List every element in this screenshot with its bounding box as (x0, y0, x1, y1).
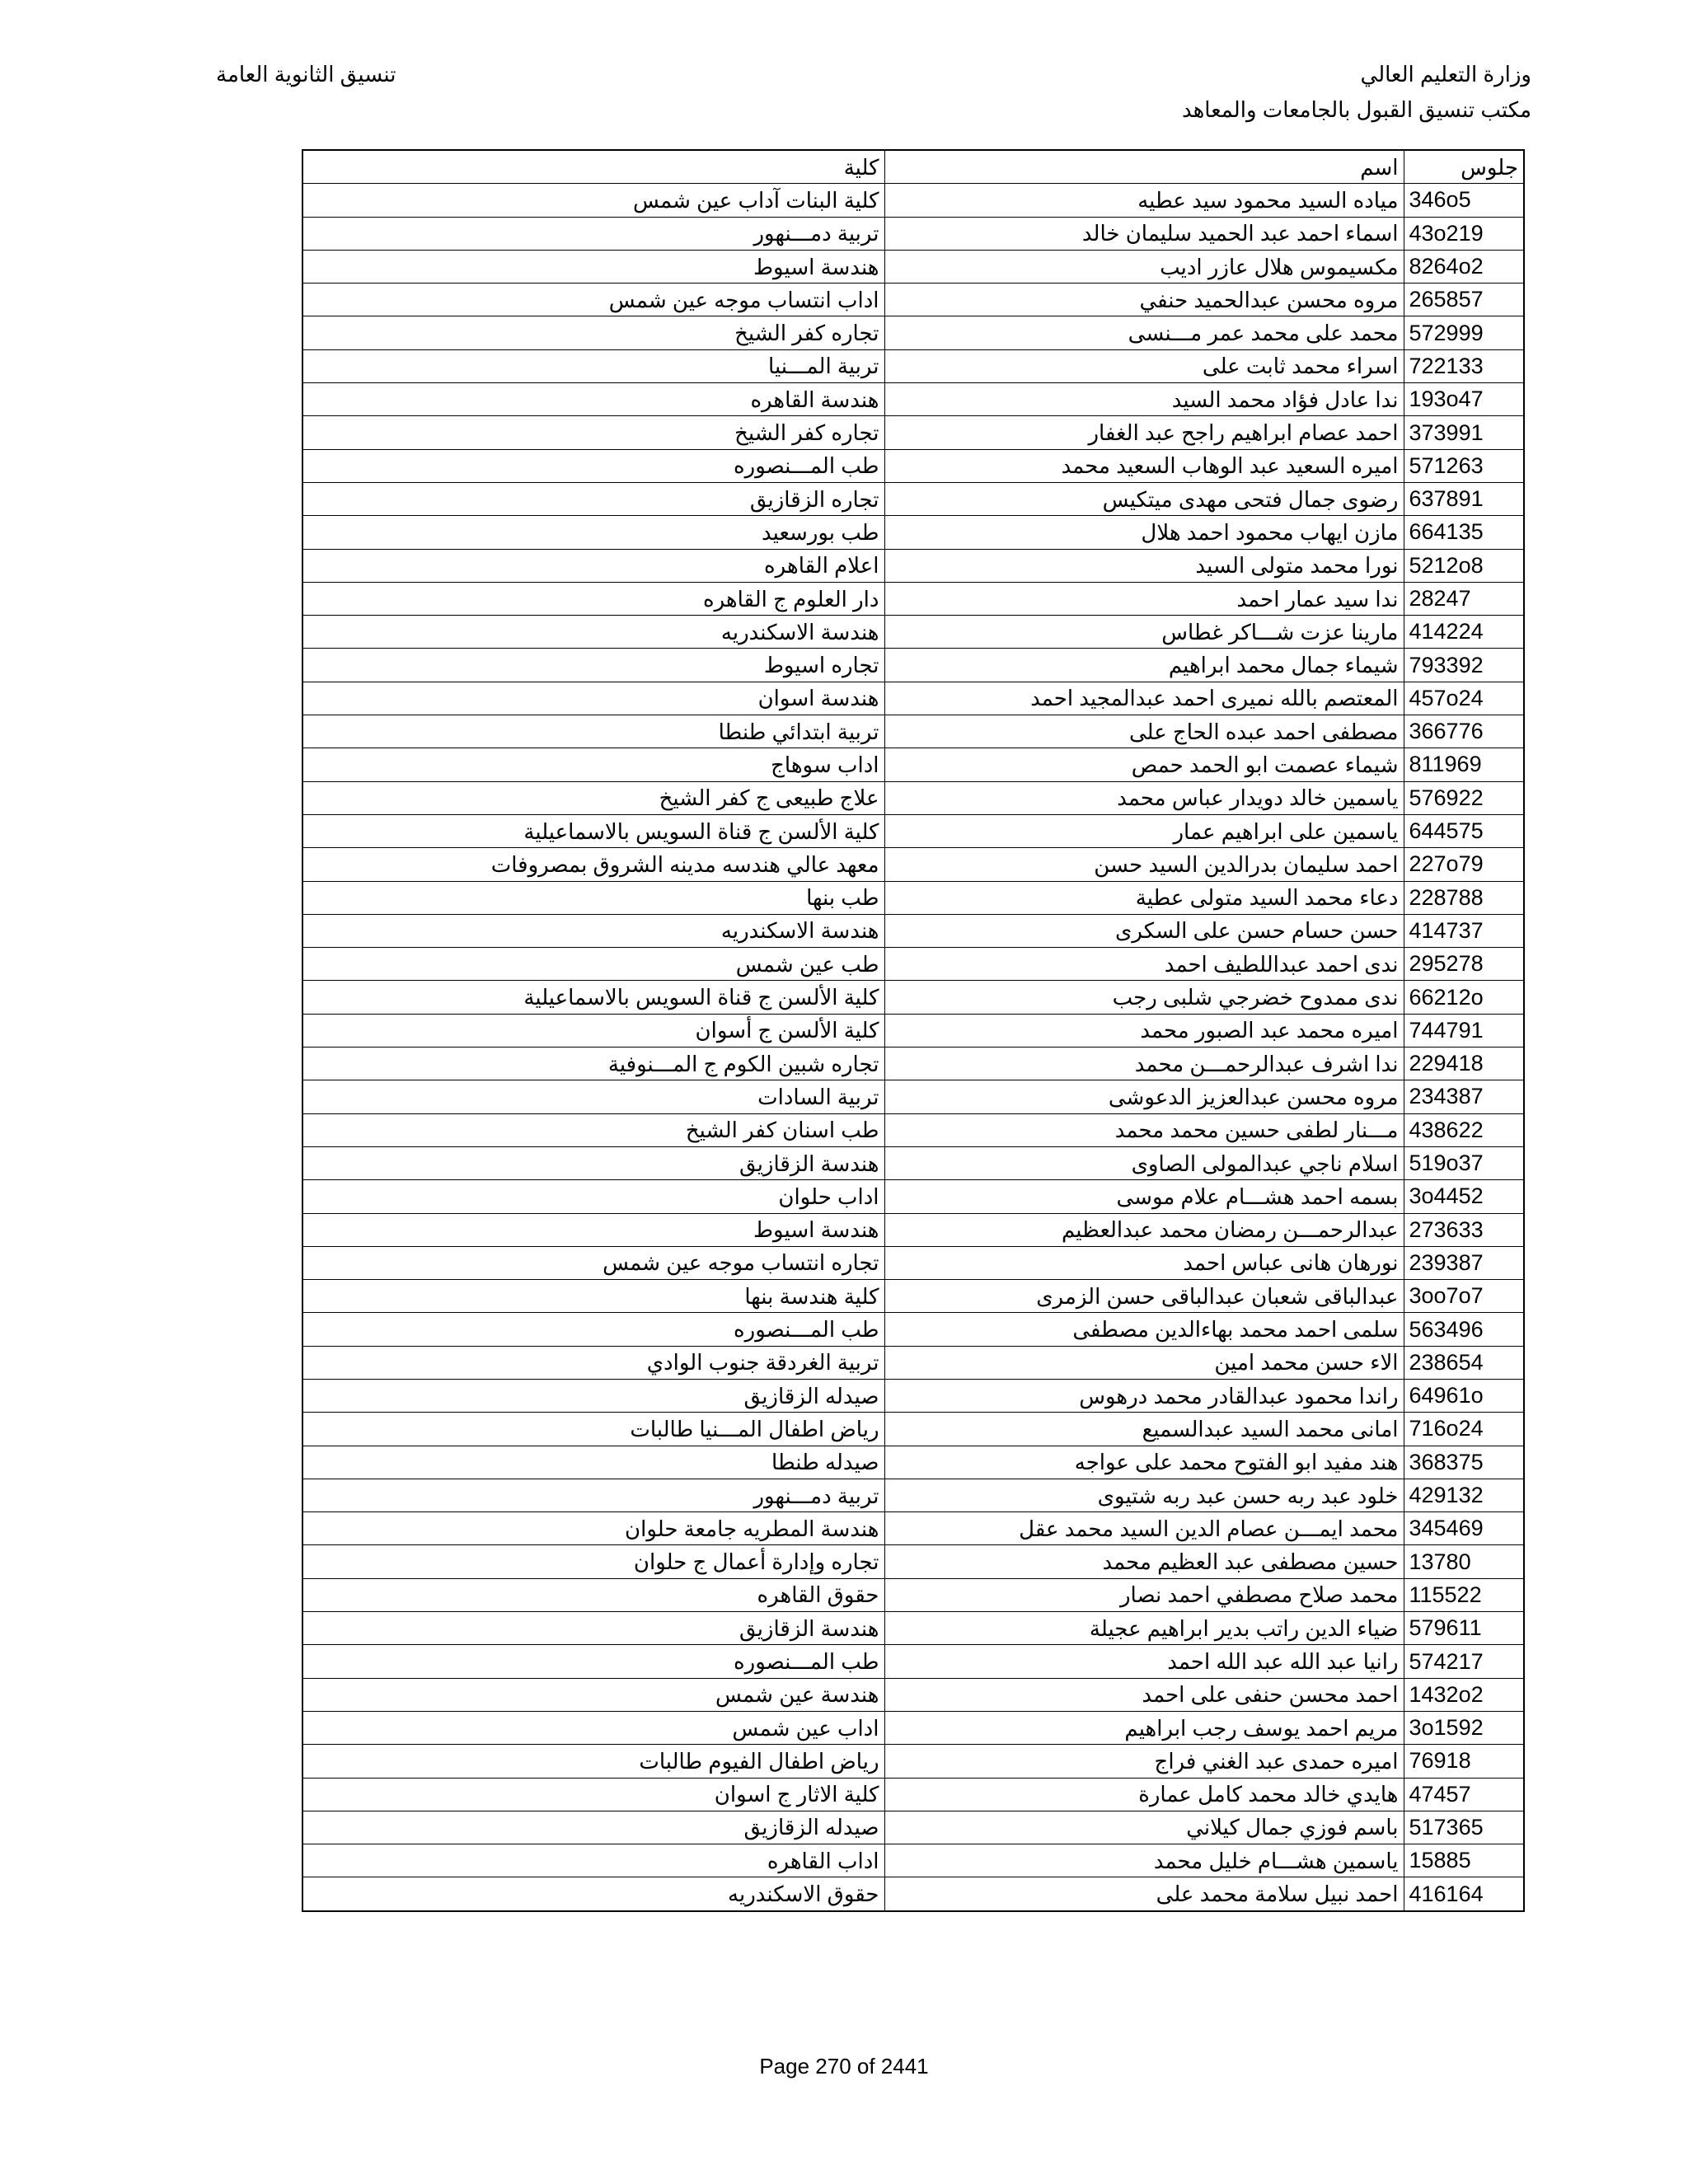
table-row (302, 1711, 1524, 1744)
faculty-cell: تربية المـــنيا (302, 349, 884, 382)
faculty-cell: هندسة الزقازيق (302, 1146, 884, 1179)
seat-number-cell: 3o4452 (1404, 1180, 1524, 1213)
seat-number-cell: 265857 (1404, 284, 1524, 316)
faculty-cell: هندسة الاسكندريه (302, 914, 884, 947)
faculty-cell: هندسة القاهره (302, 383, 884, 416)
faculty-cell: علاج طبيعى ج كفر الشيخ (302, 781, 884, 814)
faculty-cell: تربية دمـــنهور (302, 217, 884, 250)
seat-number-cell: 345469 (1404, 1512, 1524, 1545)
faculty-cell: طب المـــنصوره (302, 449, 884, 482)
name-cell: حسن حسام حسن على السكرى (884, 914, 1404, 947)
seat-number-cell: 429132 (1404, 1479, 1524, 1511)
seat-number-cell: 64961o (1404, 1379, 1524, 1412)
seat-number-cell: 229418 (1404, 1047, 1524, 1080)
faculty-cell: حقوق القاهره (302, 1578, 884, 1611)
table-row (302, 1113, 1524, 1146)
faculty-cell: صيدله الزقازيق (302, 1379, 884, 1412)
table-row (302, 814, 1524, 847)
name-cell: خلود عبد ربه حسن عبد ربه شتيوى (884, 1479, 1404, 1511)
faculty-cell: تجاره وإدارة أعمال ج حلوان (302, 1545, 884, 1578)
seat-number-cell: 3oo7o7 (1404, 1280, 1524, 1313)
table-row (302, 848, 1524, 881)
faculty-cell: هندسة المطريه جامعة حلوان (302, 1512, 884, 1545)
faculty-cell: تربية الغردقة جنوب الوادي (302, 1346, 884, 1379)
table-row (302, 1213, 1524, 1246)
name-cell: عبدالباقى شعبان عبدالباقى حسن الزمرى (884, 1280, 1404, 1313)
seat-number-cell: 238654 (1404, 1346, 1524, 1379)
table-row (302, 1379, 1524, 1412)
faculty-cell: صيدله طنطا (302, 1446, 884, 1479)
name-cell: اميره محمد عبد الصبور محمد (884, 1014, 1404, 1047)
table-row (302, 1146, 1524, 1179)
table-row (302, 1545, 1524, 1578)
faculty-cell: طب بنها (302, 881, 884, 914)
seat-number-cell: 563496 (1404, 1313, 1524, 1346)
table-row (302, 1014, 1524, 1047)
name-cell: عبدالرحمـــن رمضان محمد عبدالعظيم (884, 1213, 1404, 1246)
table-row (302, 981, 1524, 1014)
faculty-cell: اعلام القاهره (302, 549, 884, 582)
name-cell: بسمه احمد هشـــام علام موسى (884, 1180, 1404, 1213)
seat-number-cell: 416164 (1404, 1877, 1524, 1911)
name-cell: ياسمين على ابراهيم عمار (884, 814, 1404, 847)
name-cell: هايدي خالد محمد كامل عمارة (884, 1778, 1404, 1811)
name-cell: مياده السيد محمود سيد عطيه (884, 184, 1404, 217)
name-cell: شيماء عصمت ابو الحمد حمص (884, 748, 1404, 781)
seat-number-cell: 716o24 (1404, 1413, 1524, 1446)
seat-number-cell: 644575 (1404, 814, 1524, 847)
faculty-cell: كلية الألسن ج أسوان (302, 1014, 884, 1047)
name-cell: هند مفيد ابو الفتوح محمد على عواجه (884, 1446, 1404, 1479)
name-cell: رانيا عبد الله عبد الله احمد (884, 1645, 1404, 1678)
name-cell: احمد نبيل سلامة محمد على (884, 1877, 1404, 1911)
seat-number-cell: 519o37 (1404, 1146, 1524, 1179)
table-row (302, 284, 1524, 316)
seat-number-cell: 373991 (1404, 416, 1524, 449)
seat-number-cell: 517365 (1404, 1811, 1524, 1844)
table-row (302, 383, 1524, 416)
seat-number-cell: 366776 (1404, 715, 1524, 748)
table-row (302, 1479, 1524, 1511)
faculty-cell: تربية دمـــنهور (302, 1479, 884, 1511)
seat-number-cell: 28247 (1404, 582, 1524, 615)
table-row (302, 349, 1524, 382)
faculty-cell: تربية السادات (302, 1080, 884, 1113)
faculty-cell: هندسة عين شمس (302, 1678, 884, 1711)
name-cell: مصطفى احمد عبده الحاج على (884, 715, 1404, 748)
table-row (302, 1080, 1524, 1113)
header-name: اسم (884, 150, 1404, 184)
name-cell: رضوى جمال فتحى مهدى ميتكيس (884, 482, 1404, 515)
seat-number-cell: 115522 (1404, 1578, 1524, 1611)
header-faculty: كلية (302, 150, 884, 184)
table-row (302, 715, 1524, 748)
name-cell: اسلام ناجي عبدالمولى الصاوى (884, 1146, 1404, 1179)
name-cell: اميره السعيد عبد الوهاب السعيد محمد (884, 449, 1404, 482)
name-cell: الاء حسن محمد امين (884, 1346, 1404, 1379)
faculty-cell: هندسة الاسكندريه (302, 616, 884, 649)
name-cell: مازن ايهاب محمود احمد هلال (884, 516, 1404, 549)
faculty-cell: رياض اطفال الفيوم طالبات (302, 1745, 884, 1778)
seat-number-cell: 3o1592 (1404, 1711, 1524, 1744)
seat-number-cell: 811969 (1404, 748, 1524, 781)
name-cell: مروه محسن عبدالعزيز الدعوشى (884, 1080, 1404, 1113)
table-row (302, 416, 1524, 449)
seat-number-cell: 637891 (1404, 482, 1524, 515)
seat-number-cell: 8264o2 (1404, 250, 1524, 283)
table-row (302, 250, 1524, 283)
name-cell: ندى احمد عبداللطيف احمد (884, 948, 1404, 981)
faculty-cell: طب عين شمس (302, 948, 884, 981)
table-row (302, 1778, 1524, 1811)
name-cell: دعاء محمد السيد متولى عطية (884, 881, 1404, 914)
name-cell: راندا محمود عبدالقادر محمد درهوس (884, 1379, 1404, 1412)
faculty-cell: تجاره شبين الكوم ج المـــنوفية (302, 1047, 884, 1080)
faculty-cell: اداب عين شمس (302, 1711, 884, 1744)
table-row (302, 1346, 1524, 1379)
seat-number-cell: 228788 (1404, 881, 1524, 914)
faculty-cell: هندسة الزقازيق (302, 1612, 884, 1645)
ministry-title: وزارة التعليم العالي (1360, 62, 1531, 87)
faculty-cell: كلية هندسة بنها (302, 1280, 884, 1313)
table-row (302, 682, 1524, 715)
name-cell: مريم احمد يوسف رجب ابراهيم (884, 1711, 1404, 1744)
table-row (302, 1678, 1524, 1711)
faculty-cell: كلية الألسن ج قناة السويس بالاسماعيلية (302, 814, 884, 847)
seat-number-cell: 368375 (1404, 1446, 1524, 1479)
seat-number-cell: 571263 (1404, 449, 1524, 482)
table-row (302, 582, 1524, 615)
table-row (302, 1578, 1524, 1611)
seat-number-cell: 15885 (1404, 1844, 1524, 1877)
seat-number-cell: 793392 (1404, 649, 1524, 682)
faculty-cell: تجاره كفر الشيخ (302, 316, 884, 349)
table-row (302, 914, 1524, 947)
name-cell: محمد على محمد عمر مـــنسى (884, 316, 1404, 349)
seat-number-cell: 239387 (1404, 1246, 1524, 1279)
name-cell: محمد ايمـــن عصام الدين السيد محمد عقل (884, 1512, 1404, 1545)
seat-number-cell: 295278 (1404, 948, 1524, 981)
faculty-cell: اداب انتساب موجه عين شمس (302, 284, 884, 316)
faculty-cell: تجاره انتساب موجه عين شمس (302, 1246, 884, 1279)
seat-number-cell: 47457 (1404, 1778, 1524, 1811)
faculty-cell: صيدله الزقازيق (302, 1811, 884, 1844)
seat-number-cell: 664135 (1404, 516, 1524, 549)
table-row (302, 1612, 1524, 1645)
table-row (302, 1280, 1524, 1313)
faculty-cell: معهد عالي هندسه مدينه الشروق بمصروفات (302, 848, 884, 881)
name-cell: ندى ممدوح خضرجي شلبى رجب (884, 981, 1404, 1014)
table-row (302, 217, 1524, 250)
table-row (302, 1413, 1524, 1446)
seat-number-cell: 13780 (1404, 1545, 1524, 1578)
seat-number-cell: 457o24 (1404, 682, 1524, 715)
faculty-cell: حقوق الاسكندريه (302, 1877, 884, 1911)
faculty-cell: تجاره اسيوط (302, 649, 884, 682)
faculty-cell: طب بورسعيد (302, 516, 884, 549)
name-cell: ندا اشرف عبدالرحمـــن محمد (884, 1047, 1404, 1080)
seat-number-cell: 438622 (1404, 1113, 1524, 1146)
name-cell: احمد سليمان بدرالدين السيد حسن (884, 848, 1404, 881)
name-cell: احمد عصام ابراهيم راجح عبد الغفار (884, 416, 1404, 449)
name-cell: ندا عادل فؤاد محمد السيد (884, 383, 1404, 416)
seat-number-cell: 193o47 (1404, 383, 1524, 416)
faculty-cell: طب اسنان كفر الشيخ (302, 1113, 884, 1146)
seat-number-cell: 722133 (1404, 349, 1524, 382)
seat-number-cell: 346o5 (1404, 184, 1524, 217)
name-cell: اسراء محمد ثابت على (884, 349, 1404, 382)
table-row (302, 184, 1524, 217)
table-row (302, 1180, 1524, 1213)
name-cell: ندا سيد عمار احمد (884, 582, 1404, 615)
table-row (302, 1645, 1524, 1678)
seat-number-cell: 234387 (1404, 1080, 1524, 1113)
name-cell: سلمى احمد محمد بهاءالدين مصطفى (884, 1313, 1404, 1346)
seat-number-cell: 76918 (1404, 1745, 1524, 1778)
name-cell: نورا محمد متولى السيد (884, 549, 1404, 582)
name-cell: امانى محمد السيد عبدالسميع (884, 1413, 1404, 1446)
faculty-cell: رياض اطفال المـــنيا طالبات (302, 1413, 884, 1446)
faculty-cell: هندسة اسيوط (302, 1213, 884, 1246)
name-cell: باسم فوزي جمال كيلاني (884, 1811, 1404, 1844)
seat-number-cell: 579611 (1404, 1612, 1524, 1645)
faculty-cell: هندسة اسيوط (302, 250, 884, 283)
faculty-cell: كلية البنات آداب عين شمس (302, 184, 884, 217)
name-cell: مكسيموس هلال عازر اديب (884, 250, 1404, 283)
name-cell: ياسمين هشـــام خليل محمد (884, 1844, 1404, 1877)
seat-number-cell: 5212o8 (1404, 549, 1524, 582)
faculty-cell: اداب القاهره (302, 1844, 884, 1877)
table-row (302, 1745, 1524, 1778)
seat-number-cell: 273633 (1404, 1213, 1524, 1246)
name-cell: المعتصم بالله نميرى احمد عبدالمجيد احمد (884, 682, 1404, 715)
name-cell: ياسمين خالد دويدار عباس محمد (884, 781, 1404, 814)
results-table (302, 149, 1525, 1912)
faculty-cell: اداب حلوان (302, 1180, 884, 1213)
seat-number-cell: 414737 (1404, 914, 1524, 947)
seat-number-cell: 574217 (1404, 1645, 1524, 1678)
table-row (302, 748, 1524, 781)
name-cell: احمد محسن حنفى على احمد (884, 1678, 1404, 1711)
header-seat-number: جلوس (1404, 150, 1524, 184)
faculty-cell: اداب سوهاج (302, 748, 884, 781)
seat-number-cell: 43o219 (1404, 217, 1524, 250)
table-row (302, 1844, 1524, 1877)
name-cell: شيماء جمال محمد ابراهيم (884, 649, 1404, 682)
name-cell: اسماء احمد عبد الحميد سليمان خالد (884, 217, 1404, 250)
table-row (302, 1246, 1524, 1279)
office-title: مكتب تنسيق القبول بالجامعات والمعاهد (1181, 97, 1531, 122)
table-row (302, 516, 1524, 549)
name-cell: اميره حمدى عبد الغني فراج (884, 1745, 1404, 1778)
seat-number-cell: 572999 (1404, 316, 1524, 349)
table-row (302, 316, 1524, 349)
faculty-cell: طب المـــنصوره (302, 1313, 884, 1346)
table-row (302, 781, 1524, 814)
table-row (302, 948, 1524, 981)
name-cell: محمد صلاح مصطفي احمد نصار (884, 1578, 1404, 1611)
table-row (302, 1811, 1524, 1844)
table-row (302, 649, 1524, 682)
faculty-cell: تجاره الزقازيق (302, 482, 884, 515)
seat-number-cell: 1432o2 (1404, 1678, 1524, 1711)
seat-number-cell: 576922 (1404, 781, 1524, 814)
page-number: Page 270 of 2441 (759, 2054, 929, 2079)
coordination-title: تنسيق الثانوية العامة (216, 62, 396, 87)
table-row (302, 1512, 1524, 1545)
faculty-cell: دار العلوم ج القاهره (302, 582, 884, 615)
faculty-cell: هندسة اسوان (302, 682, 884, 715)
faculty-cell: تجاره كفر الشيخ (302, 416, 884, 449)
faculty-cell: طب المـــنصوره (302, 1645, 884, 1678)
table-row (302, 549, 1524, 582)
table-row (302, 1877, 1524, 1911)
seat-number-cell: 66212o (1404, 981, 1524, 1014)
table-row (302, 1446, 1524, 1479)
faculty-cell: كلية الألسن ج قناة السويس بالاسماعيلية (302, 981, 884, 1014)
table-row (302, 1313, 1524, 1346)
faculty-cell: كلية الاثار ج اسوان (302, 1778, 884, 1811)
faculty-cell: تربية ابتدائي طنطا (302, 715, 884, 748)
table-row (302, 449, 1524, 482)
name-cell: ضياء الدين راتب بدير ابراهيم عجيلة (884, 1612, 1404, 1645)
seat-number-cell: 227o79 (1404, 848, 1524, 881)
name-cell: مروه محسن عبدالحميد حنفي (884, 284, 1404, 316)
name-cell: نورهان هانى عباس احمد (884, 1246, 1404, 1279)
seat-number-cell: 414224 (1404, 616, 1524, 649)
table-row (302, 1047, 1524, 1080)
table-header-row (302, 150, 1524, 184)
name-cell: مارينا عزت شـــاكر غطاس (884, 616, 1404, 649)
table-row (302, 616, 1524, 649)
name-cell: مـــنار لطفى حسين محمد محمد (884, 1113, 1404, 1146)
name-cell: حسين مصطفى عبد العظيم محمد (884, 1545, 1404, 1578)
table-row (302, 881, 1524, 914)
seat-number-cell: 744791 (1404, 1014, 1524, 1047)
table-row (302, 482, 1524, 515)
